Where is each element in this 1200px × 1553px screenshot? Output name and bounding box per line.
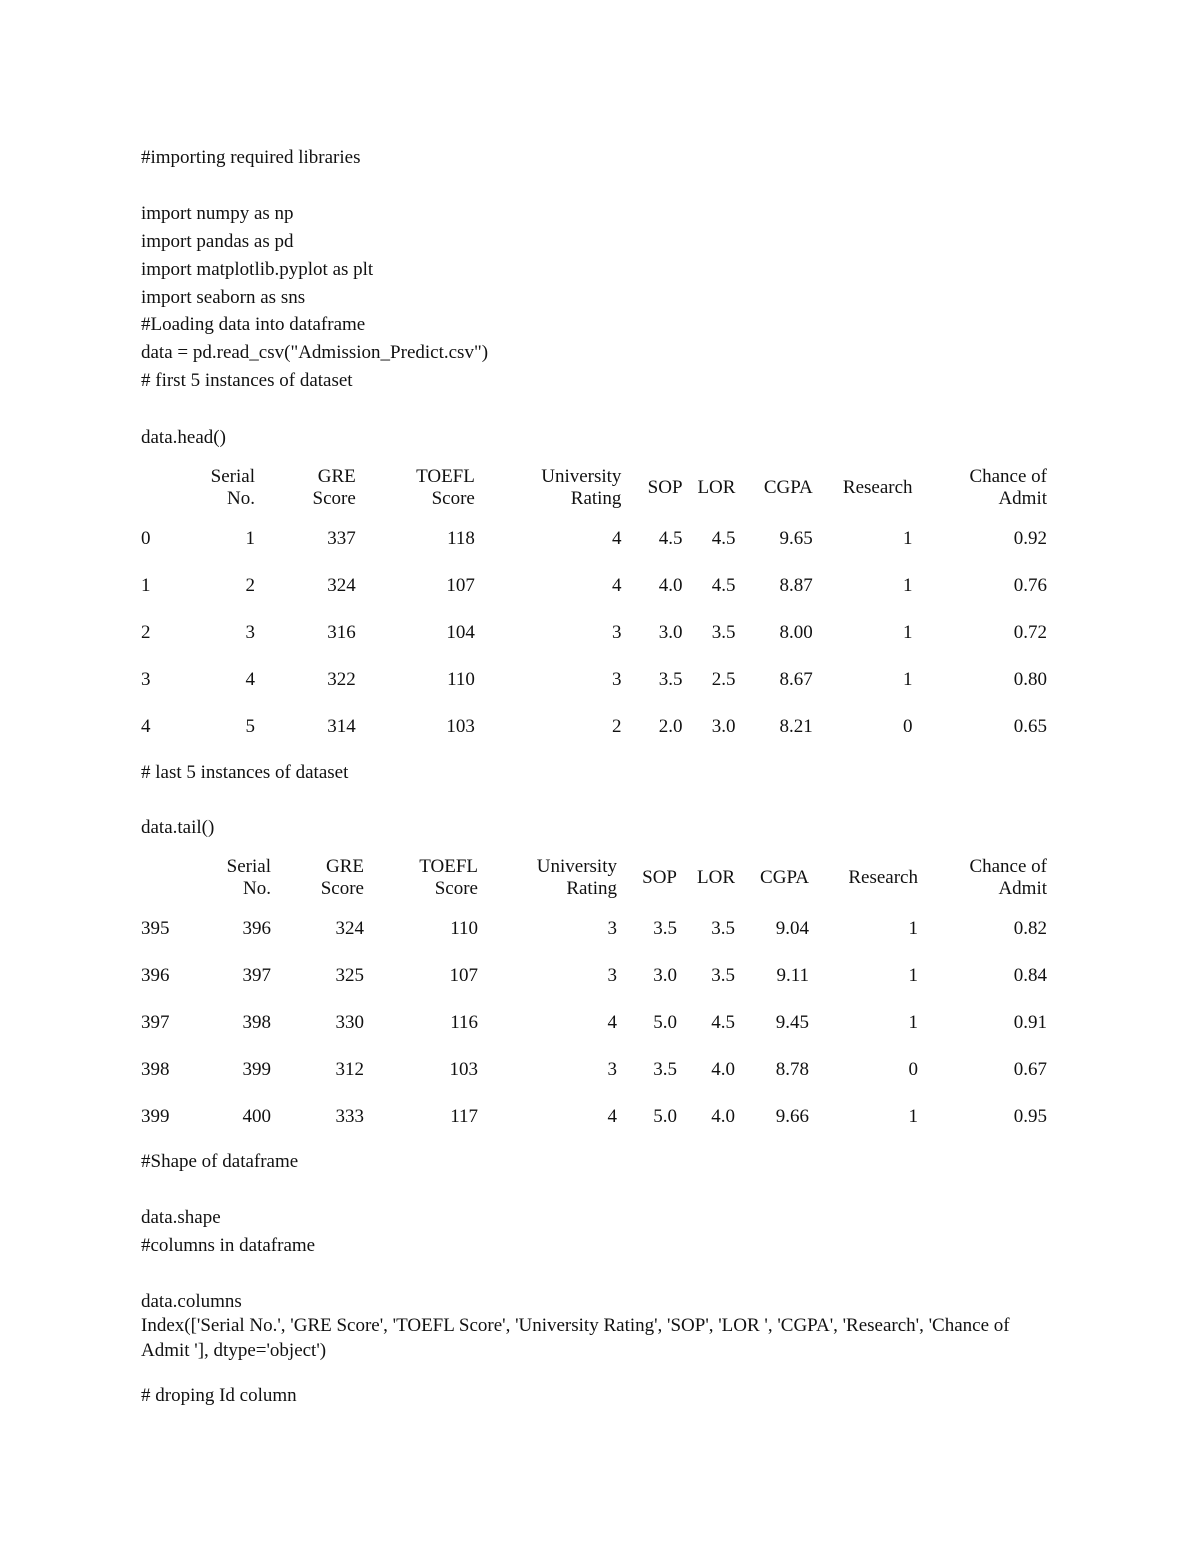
- comment-columns: #columns in dataframe: [141, 1235, 316, 1256]
- cell: 333: [335, 1106, 364, 1128]
- cell: 0: [903, 716, 913, 738]
- row-index: 1: [141, 574, 151, 596]
- comment-first-5: # first 5 instances of dataset: [141, 370, 353, 391]
- header-university-rating: University Rating: [536, 856, 617, 899]
- cell: 2.0: [658, 716, 683, 738]
- cell: 0.76: [1013, 574, 1047, 596]
- output-columns-index: Index(['Serial No.', 'GRE Score', 'TOEFL Score', 'University Rating', 'SOP', 'LOR ', 'CGPA', 'Research', 'Chance of Admit '], dtype='object'): [141, 1315, 1010, 1361]
- cell: 322: [327, 669, 356, 691]
- cell: 4.0: [711, 1059, 735, 1081]
- cell: 118: [447, 527, 475, 549]
- cell: 3: [607, 917, 617, 939]
- table-row: [141, 657, 1047, 704]
- cell: 4.5: [658, 527, 683, 549]
- cell: 4: [245, 669, 255, 691]
- cell: 1: [908, 1011, 918, 1033]
- cell: 103: [449, 1059, 478, 1081]
- header-chance-of-admit: Chance of Admit: [969, 856, 1047, 899]
- cell: 117: [450, 1106, 478, 1128]
- cell: 107: [446, 574, 475, 596]
- cell: 3: [607, 964, 617, 986]
- cell: 0.72: [1013, 621, 1047, 643]
- comment-importing: #importing required libraries: [141, 147, 361, 168]
- header-toefl-score: TOEFL Score: [419, 856, 478, 899]
- cell: 4.5: [711, 574, 736, 596]
- code-data-head: data.head(): [141, 427, 226, 448]
- cell: 0.82: [1013, 917, 1047, 939]
- cell: 9.66: [775, 1106, 809, 1128]
- row-index: 396: [141, 964, 170, 986]
- cell: 3.5: [711, 621, 736, 643]
- cell: 110: [450, 917, 478, 939]
- cell: 2: [611, 716, 622, 738]
- row-index: 0: [141, 527, 151, 549]
- cell: 399: [242, 1059, 271, 1081]
- index-header: [141, 461, 202, 515]
- cell: 8.00: [779, 621, 813, 643]
- cell: 4: [607, 1106, 617, 1128]
- cell: 3: [611, 669, 622, 691]
- cell: 4: [611, 527, 622, 549]
- cell: 8.67: [779, 669, 813, 691]
- row-index: 3: [141, 669, 151, 691]
- comment-shape: #Shape of dataframe: [141, 1151, 299, 1172]
- cell: 3.5: [653, 917, 677, 939]
- cell: 4: [611, 574, 622, 596]
- cell: 4.5: [711, 1011, 735, 1033]
- comment-dropping-id: # droping Id column: [141, 1385, 297, 1406]
- row-index: 397: [141, 1011, 170, 1033]
- cell: 8.87: [779, 574, 813, 596]
- cell: 5.0: [653, 1011, 677, 1033]
- cell: 3.0: [653, 964, 677, 986]
- cell: 104: [446, 621, 475, 643]
- table-row: [141, 1094, 1047, 1141]
- cell: 1: [908, 1106, 918, 1128]
- cell: 325: [335, 964, 364, 986]
- cell: 2: [245, 574, 255, 596]
- cell: 398: [242, 1011, 271, 1033]
- cell: 3: [607, 1059, 617, 1081]
- cell: 3.5: [658, 669, 683, 691]
- table-row: [141, 905, 1047, 952]
- cell: 0: [908, 1059, 918, 1081]
- header-cgpa: CGPA: [763, 477, 813, 498]
- cell: 3.5: [711, 964, 735, 986]
- cell: 5: [245, 716, 255, 738]
- header-sop: SOP: [647, 477, 683, 498]
- cell: 2.5: [711, 669, 736, 691]
- cell: 324: [327, 574, 356, 596]
- cell: 1: [245, 527, 255, 549]
- code-import-seaborn: import seaborn as sns: [141, 287, 306, 308]
- cell: 1: [908, 917, 918, 939]
- comment-last-5: # last 5 instances of dataset: [141, 762, 349, 783]
- cell: 4.5: [711, 527, 736, 549]
- cell: 4.0: [711, 1106, 735, 1128]
- cell: 9.04: [775, 917, 809, 939]
- row-index: 2: [141, 621, 151, 643]
- cell: 314: [327, 716, 356, 738]
- table-row: [141, 704, 1047, 751]
- header-gre-score: GRE Score: [320, 856, 364, 899]
- code-import-numpy: import numpy as np: [141, 203, 294, 224]
- row-index: 399: [141, 1106, 170, 1128]
- header-toefl-score: TOEFL Score: [416, 466, 475, 509]
- table-row: [141, 515, 1047, 562]
- cell: 8.21: [779, 716, 813, 738]
- cell: 3.0: [711, 716, 736, 738]
- header-research: Research: [848, 867, 918, 888]
- cell: 116: [450, 1011, 478, 1033]
- cell: 1: [903, 574, 913, 596]
- header-lor: LOR: [697, 477, 736, 498]
- header-university-rating: University Rating: [541, 466, 622, 509]
- cell: 396: [242, 917, 271, 939]
- header-serial-no: Serial No.: [210, 466, 255, 509]
- tail-table: [141, 851, 1047, 1141]
- table-row: [141, 1047, 1047, 1094]
- cell: 9.45: [775, 1011, 809, 1033]
- cell: 3.5: [711, 917, 735, 939]
- cell: 110: [447, 669, 475, 691]
- header-research: Research: [842, 477, 913, 498]
- cell: 103: [446, 716, 475, 738]
- cell: 107: [449, 964, 478, 986]
- code-import-matplotlib: import matplotlib.pyplot as plt: [141, 259, 374, 280]
- code-data-tail: data.tail(): [141, 817, 215, 838]
- cell: 4.0: [658, 574, 683, 596]
- cell: 5.0: [653, 1106, 677, 1128]
- row-index: 395: [141, 917, 170, 939]
- index-header: [141, 851, 201, 905]
- cell: 316: [327, 621, 356, 643]
- cell: 0.91: [1013, 1011, 1047, 1033]
- header-chance-of-admit: Chance of Admit: [969, 466, 1047, 509]
- code-data-columns: data.columns: [141, 1291, 242, 1312]
- cell: 8.78: [775, 1059, 809, 1081]
- header-gre-score: GRE Score: [312, 466, 356, 509]
- cell: 324: [335, 917, 364, 939]
- cell: 4: [607, 1011, 617, 1033]
- table-header-row: [141, 851, 1047, 905]
- header-sop: SOP: [642, 867, 677, 888]
- table-row: [141, 999, 1047, 1046]
- cell: 3.5: [653, 1059, 677, 1081]
- cell: 0.95: [1013, 1106, 1047, 1128]
- cell: 1: [903, 669, 913, 691]
- header-lor: LOR: [697, 867, 735, 888]
- table-row: [141, 952, 1047, 999]
- comment-loading-data: #Loading data into dataframe: [141, 314, 366, 335]
- cell: 330: [335, 1011, 364, 1033]
- cell: 0.67: [1013, 1059, 1047, 1081]
- table-header-row: [141, 461, 1047, 515]
- cell: 0.80: [1013, 669, 1047, 691]
- cell: 1: [903, 621, 913, 643]
- cell: 400: [242, 1106, 271, 1128]
- row-index: 4: [141, 716, 151, 738]
- cell: 0.65: [1013, 716, 1047, 738]
- table-row: [141, 609, 1047, 656]
- cell: 3: [611, 621, 622, 643]
- cell: 337: [327, 527, 356, 549]
- cell: 3: [245, 621, 255, 643]
- cell: 397: [242, 964, 271, 986]
- code-data-shape: data.shape: [141, 1207, 221, 1228]
- cell: 312: [335, 1059, 364, 1081]
- cell: 0.92: [1013, 527, 1047, 549]
- cell: 3.0: [658, 621, 683, 643]
- table-row: [141, 562, 1047, 609]
- head-table: [141, 461, 1047, 751]
- cell: 9.11: [776, 964, 809, 986]
- header-cgpa: CGPA: [760, 867, 809, 888]
- cell: 0.84: [1013, 964, 1047, 986]
- header-serial-no: Serial No.: [226, 856, 271, 899]
- code-import-pandas: import pandas as pd: [141, 231, 294, 252]
- code-read-csv: data = pd.read_csv("Admission_Predict.csv"): [141, 342, 489, 363]
- row-index: 398: [141, 1059, 170, 1081]
- cell: 1: [908, 964, 918, 986]
- cell: 1: [903, 527, 913, 549]
- cell: 9.65: [779, 527, 813, 549]
